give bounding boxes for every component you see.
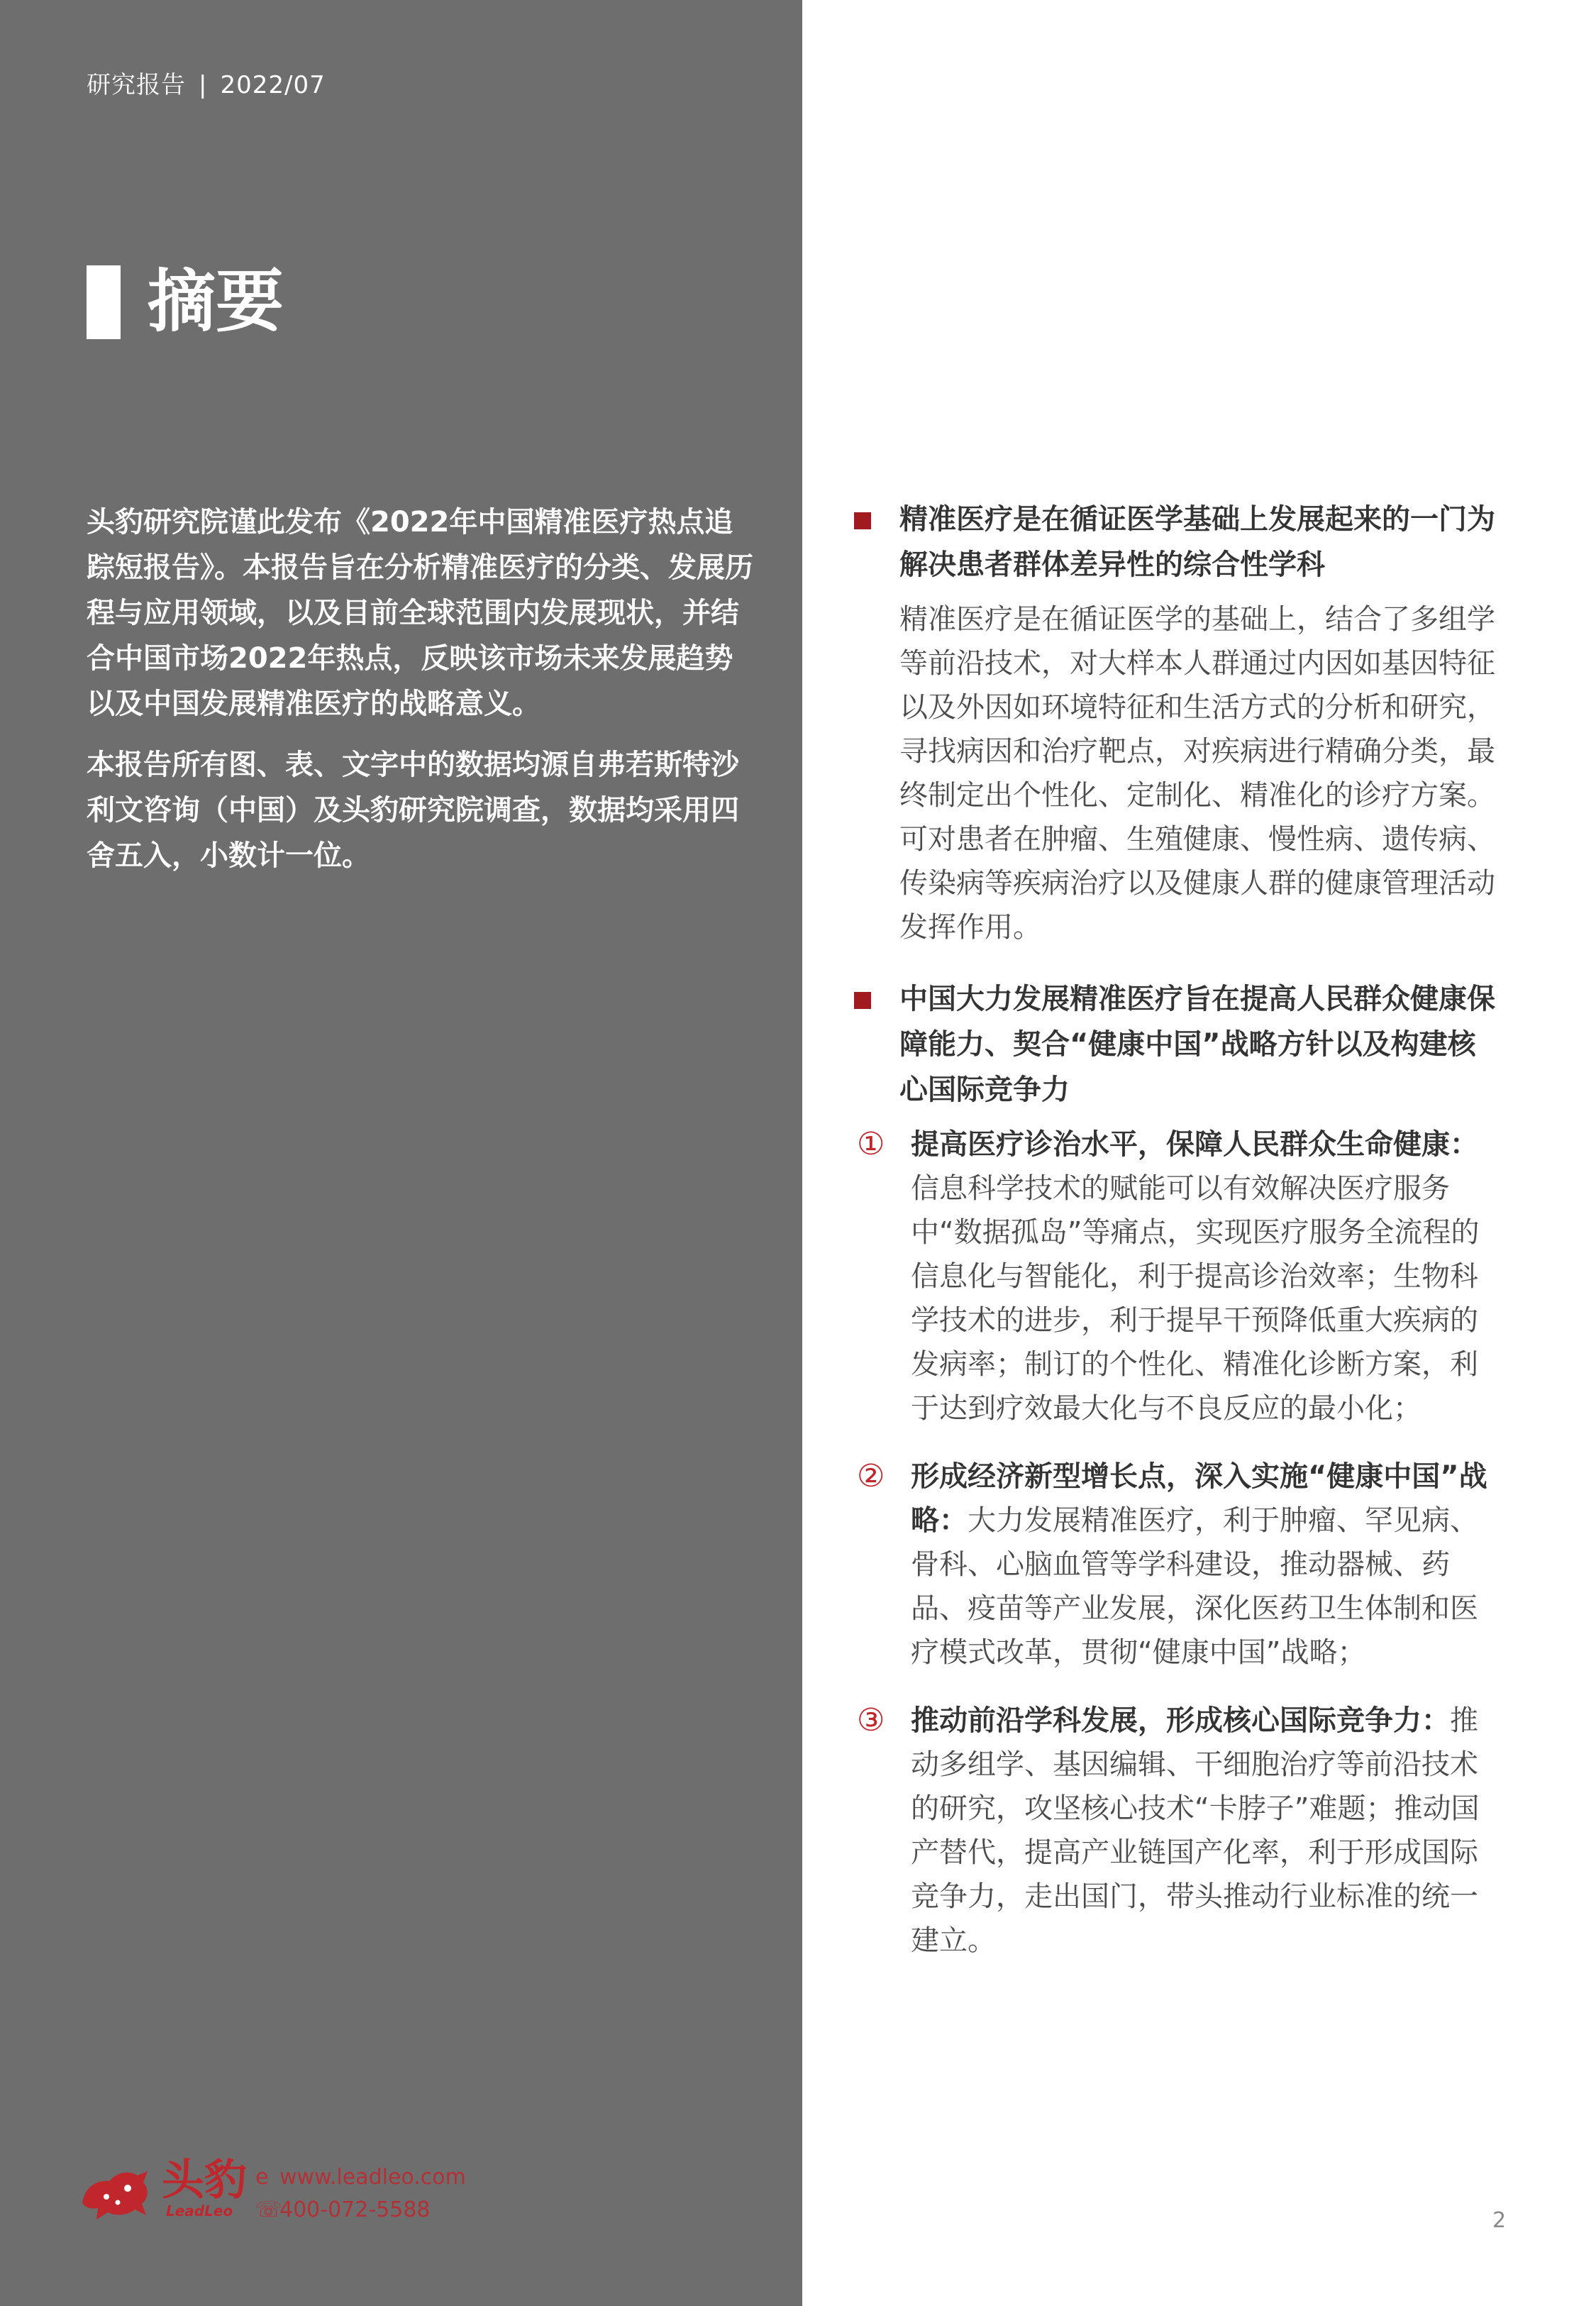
phone-text: 400-072-5588 [279, 2197, 431, 2222]
section-1-body: 精准医疗是在循证医学的基础上，结合了多组学等前沿技术，对大样本人群通过内因如基因特征以及外因如环境特征和生活方式的分析和研究，寻找病因和治疗靶点，对疾病进行精确分类，最终制定出个性化、定制化、精准化的诊疗方案。可对患者在肿瘤、生殖健康、慢性病、遗传病、传染病等疾病治疗以及健康人群的健康管理活动发挥作用。 [899, 603, 1495, 944]
intro-text [87, 500, 753, 894]
section-1-heading [851, 497, 1504, 587]
list-item [851, 1455, 1504, 1675]
list-item-lead: 提高医疗诊治水平，保障人民群众生命健康： [911, 1128, 1478, 1161]
list-item-text: 大力发展精准医疗，利于肿瘤、罕见病、骨科、心脑血管等学科建设，推动器械、药品、疫苗等产业发展，深化医药卫生体制和医疗模式改革，贯彻“健康中国”战略； [911, 1504, 1478, 1669]
section-2-heading [851, 976, 1504, 1113]
square-bullet-icon [854, 992, 871, 1009]
circled-number-2-icon: ② [857, 1458, 885, 1494]
report-date: 2022/07 [220, 71, 326, 99]
website-text[interactable]: www.leadleo.com [279, 2165, 466, 2190]
square-bullet-icon [854, 512, 871, 529]
intro-paragraph-2: 本报告所有图、表、文字中的数据均源自弗若斯特沙利文咨询（中国）及头豹研究院调查，数据均采用四舍五入，小数计一位。 [87, 749, 739, 872]
list-item-text: 推动多组学、基因编辑、干细胞治疗等前沿技术的研究，攻坚核心技术“卡脖子”难题；推动国产替代，提高产业链国产化率，利于形成国际竞争力，走出国门，带头推动行业标准的统一建立。 [911, 1704, 1480, 1957]
page-title: 摘要 [148, 262, 284, 341]
logo-name: 头豹 [162, 2156, 247, 2205]
phone-icon: ☏ [255, 2197, 282, 2222]
summary-content [851, 497, 1504, 1987]
list-item-lead: 推动前沿学科发展，形成核心国际竞争力： [911, 1704, 1450, 1737]
page-number: 2 [1492, 2208, 1507, 2233]
list-item [851, 1122, 1504, 1430]
website-line [255, 2161, 466, 2194]
leadleo-logo [78, 2157, 475, 2228]
circled-number-3-icon: ③ [857, 1702, 885, 1738]
header-meta [87, 65, 326, 100]
title-bar-decoration [87, 265, 121, 339]
web-icon: e [255, 2165, 269, 2190]
header-separator: | [199, 71, 208, 99]
list-item-lead: 形成经济新型增长点，深入实施“健康中国”战略： [911, 1460, 1487, 1537]
list-item [851, 1699, 1504, 1963]
circled-number-1-icon: ① [857, 1126, 885, 1162]
leopard-logo-icon [78, 2163, 152, 2222]
list-item-text: 信息科学技术的赋能可以有效解决医疗服务中“数据孤岛”等痛点，实现医疗服务全流程的信息化与智能化，利于提高诊治效率；生物科学技术的进步，利于提早干预降低重大疾病的发病率；制订的个性化、精准化诊断方案，利于达到疗效最大化与不良反应的最小化； [911, 1172, 1480, 1425]
logo-subtitle: LeadLeo [166, 2202, 233, 2219]
logo-contact [255, 2161, 466, 2227]
phone-line [255, 2194, 466, 2227]
section-2-heading-text: 中国大力发展精准医疗旨在提高人民群众健康保障能力、契合“健康中国”战略方针以及构建核心国际竞争力 [899, 983, 1495, 1106]
section-1-heading-text: 精准医疗是在循证医学基础上发展起来的一门为解决患者群体差异性的综合性学科 [899, 503, 1495, 581]
intro-paragraph-1: 头豹研究院谨此发布《2022年中国精准医疗热点追踪短报告》。本报告旨在分析精准医疗的分类、发展历程与应用领域，以及目前全球范围内发展现状，并结合中国市场2022年热点，反映该市场未来发展趋势以及中国发展精准医疗的战略意义。 [87, 506, 753, 720]
report-category: 研究报告 [87, 71, 186, 99]
